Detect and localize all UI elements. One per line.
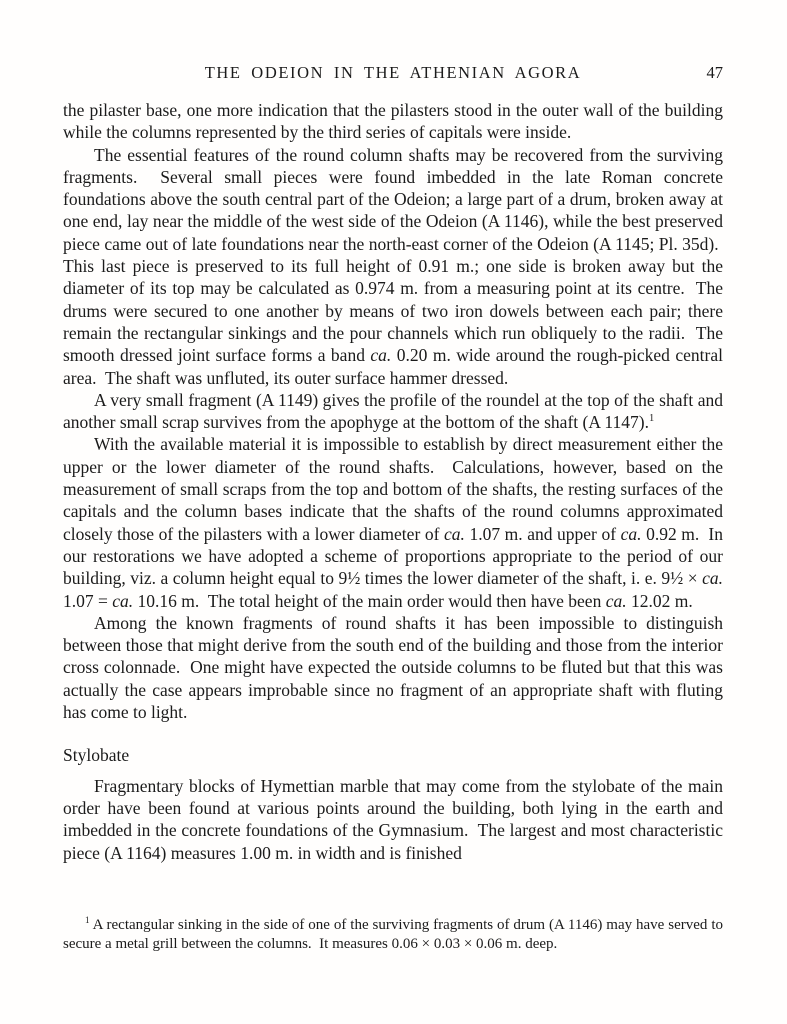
italic-run: ca. bbox=[443, 523, 465, 544]
footnote-text bbox=[63, 916, 723, 954]
paragraph bbox=[63, 144, 723, 389]
text-run: A very small fragment (A 1149) gives the profile of the roundel at the top of the shaft and another small scrap survives from the apophyge at the bottom of the shaft (A 1147). bbox=[63, 389, 723, 433]
running-title: THE ODEION IN THE ATHENIAN AGORA bbox=[204, 63, 582, 82]
footnote-marker: 1 bbox=[85, 915, 90, 925]
italic-run: ca. bbox=[605, 590, 627, 611]
text-run: Fragmentary blocks of Hymettian marble that may come from the stylobate of the main order have been found at various points around the building, both lying in the earth and imbedded in the concrete foundations of the Gymnasium. The largest and most characteristic piece (A 1164) measures 1.00 m. in width and is finished bbox=[63, 775, 723, 863]
text-run: A rectangular sinking in the side of one of the surviving fragments of drum (A 1146) may have served to secure a metal grill between the columns. It measures 0.06 × 0.03 × 0.06 m. deep. bbox=[63, 917, 723, 952]
italic-run: ca. bbox=[370, 345, 392, 366]
text-run: With the available material it is impossible to establish by direct measurement either the upper or the lower diameter of the round shafts. Calculations, however, based on the measurement of small scraps from the top and bottom of the shafts, the resting surfaces of the capitals and the column bases indicate that the shafts of the round columns approximated closely those of the pilasters with a lower diameter of bbox=[63, 434, 723, 544]
text-run: the pilaster base, one more indication that the pilasters stood in the outer wall of the building while the columns represented by the third series of capitals were inside. bbox=[63, 100, 723, 143]
text-run: 12.02 m. bbox=[626, 590, 693, 611]
text-run: 10.16 m. The total height of the main order would then have been bbox=[133, 590, 606, 611]
italic-run: ca. bbox=[702, 568, 723, 589]
paragraph bbox=[63, 433, 723, 611]
paragraph bbox=[63, 612, 723, 723]
footnote-marker: 1 bbox=[648, 413, 655, 425]
text-run: 0.20 m. wide around the rough-picked central area. The shaft was unfluted, its outer surface hammer dressed. bbox=[63, 345, 723, 388]
body-blocks bbox=[63, 99, 723, 864]
text-run: The essential features of the round column shafts may be recovered from the surviving fragments. Several small pieces were found imbedded in the late Roman concrete foundations above the south central part of the Odeion; a large part of a drum, broken away at one end, lay near the middle of the west side of the Odeion (A 1146), while the best preserved piece came out of late foundations near the north-east corner of the Odeion (A 1145; Pl. 35d). This last piece is preserved to its full height of 0.91 m.; one side is broken away but the diameter of its top may be calculated as 0.974 m. from a measuring point at its centre. The drums were secured to one another by means of two iron dowels between each pair; there remain the rectangular sinkings and the pour channels which run obliquely to the radii. The smooth dressed joint surface forms a band bbox=[63, 144, 723, 366]
paragraph bbox=[63, 775, 723, 864]
paragraph bbox=[63, 99, 723, 144]
section-heading: Stylobate bbox=[63, 745, 130, 766]
italic-run: ca. bbox=[112, 590, 134, 611]
footnote bbox=[63, 916, 723, 954]
italic-run: ca. bbox=[620, 523, 642, 544]
text-run: 0.92 m. In our restorations we have adopted a scheme of proportions appropriate to the period of our building, viz. a column height equal to 9½ times the lower diameter of the shaft, i. e. 9½ × bbox=[63, 523, 723, 589]
page-number: 47 bbox=[706, 63, 723, 82]
text-run: 1.07 m. and upper of bbox=[464, 523, 621, 544]
text-run: Among the known fragments of round shafts it has been impossible to distinguish between those that might derive from the south end of the building and those from the interior cross colonnade. One might have expected the outside columns to be fluted but that this was actually the case appears improbable since no fragment of an appropriate shaft with fluting has come to light. bbox=[63, 612, 723, 723]
paragraph bbox=[63, 389, 723, 434]
page-header bbox=[63, 63, 723, 85]
text-run: 1.07 = bbox=[63, 590, 113, 611]
